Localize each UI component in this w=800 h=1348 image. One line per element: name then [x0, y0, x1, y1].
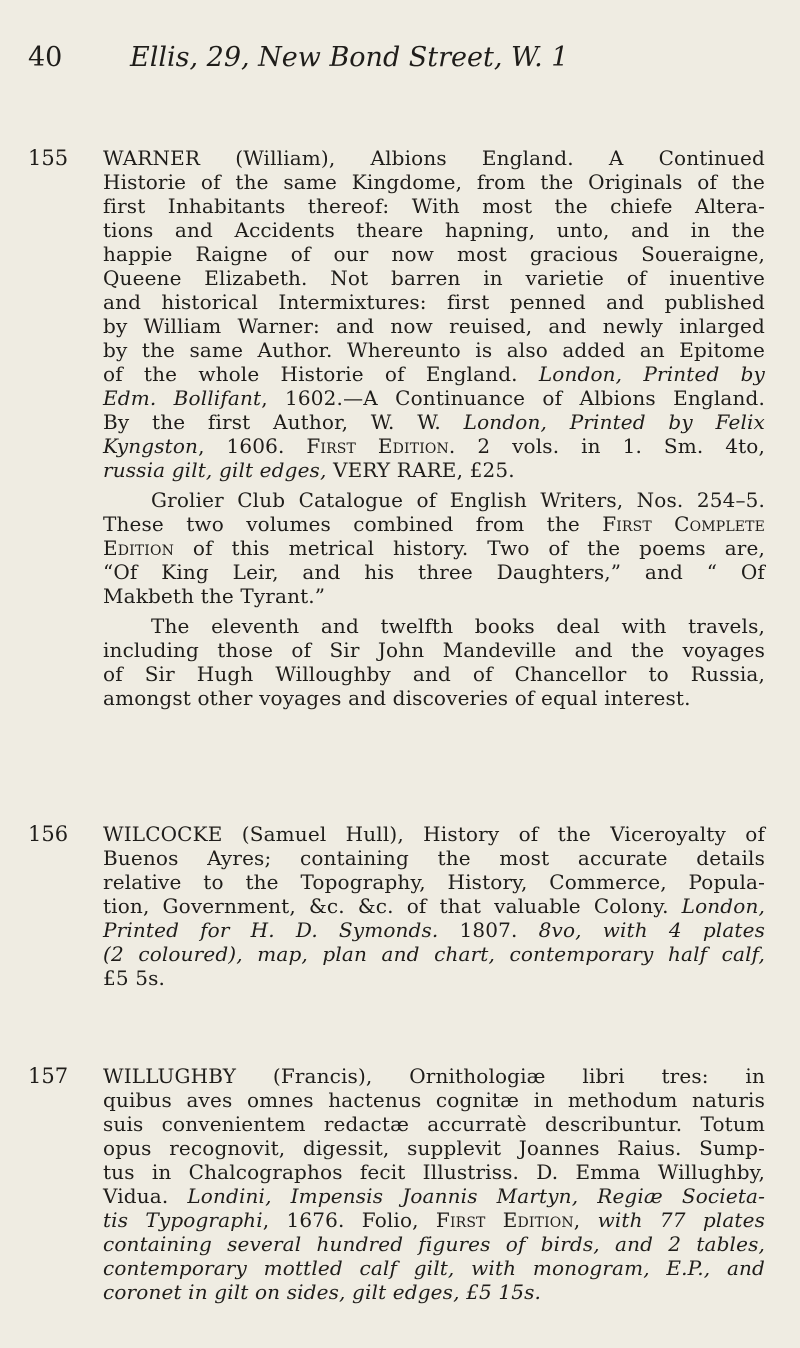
text-run: First Edition — [306, 434, 449, 458]
text-run: including those of Sir John Mandeville and the voyages — [103, 638, 765, 662]
text-run: , £25. — [456, 458, 515, 482]
text-line — [103, 638, 765, 662]
text-line — [103, 870, 765, 894]
text-run: contemporary mottled calf gilt, with monogram, E.P., and — [103, 1256, 765, 1280]
text-line — [103, 338, 765, 362]
entry-description — [103, 1064, 765, 1304]
text-run: Queene Elizabeth. Not barren in varietie of inuentive — [103, 266, 765, 290]
text-run: VERY RARE — [333, 458, 457, 482]
text-run: First Complete — [602, 512, 765, 536]
text-run: The eleventh and twelfth books deal with travels, — [151, 614, 765, 638]
text-run: , 1602.—A Continuance of Albions England. — [261, 386, 765, 410]
text-run: of Sir Hugh Willoughby and of Chancellor to Russia, — [103, 662, 765, 686]
running-head: Ellis, 29, New Bond Street, W. 1 — [130, 42, 569, 73]
text-run: amongst other voyages and discoveries of equal interest. — [103, 686, 691, 710]
text-line — [103, 434, 765, 458]
entry-description — [103, 822, 765, 990]
text-run: WILLUGHBY (Francis), Ornithologiæ libri tres: in — [103, 1064, 765, 1088]
text-line — [103, 386, 765, 410]
entry-description — [103, 146, 765, 710]
text-run: coronet in gilt on sides, gilt edges, £5 15s. — [103, 1280, 542, 1304]
text-line — [103, 1232, 765, 1256]
text-line — [103, 686, 765, 710]
text-line — [103, 1280, 765, 1304]
text-line — [103, 1088, 765, 1112]
text-run: (2 coloured), map, plan and chart, contemporary half calf, — [103, 942, 765, 966]
text-line — [103, 942, 765, 966]
text-line — [103, 662, 765, 686]
text-line — [103, 170, 765, 194]
text-run: and historical Intermixtures: first penned and published — [103, 290, 765, 314]
text-line — [103, 822, 765, 846]
text-run: of the whole Historie of England. — [103, 362, 539, 386]
text-run: of this metrical history. Two of the poems are, — [174, 536, 765, 560]
text-run: suis convenientem redactæ accurratè describuntur. Totum — [103, 1112, 765, 1136]
lot-number: 155 — [28, 146, 69, 170]
text-line — [103, 846, 765, 870]
text-run: tions and Accidents theare hapning, unto, and in the — [103, 218, 765, 242]
text-run: . 2 vols. in 1. Sm. 4to, — [448, 434, 765, 458]
text-run: London, Printed by — [538, 362, 765, 386]
text-line — [103, 146, 765, 170]
text-line — [103, 290, 765, 314]
text-run: London, Printed by Felix — [463, 410, 765, 434]
text-run: , — [573, 1208, 598, 1232]
text-run: 8vo, with 4 plates — [538, 918, 765, 942]
text-run: Printed for H. D. Symonds. — [103, 918, 439, 942]
text-run: tus in Chalcographos fecit Illustriss. D. Emma Willughby, — [103, 1160, 765, 1184]
text-run: Kyngston — [103, 434, 199, 458]
text-run: tion, Government, &c. &c. of that valuable Colony. — [103, 894, 682, 918]
text-line — [103, 458, 765, 482]
text-run: Edm. Bollifant — [103, 386, 262, 410]
text-line — [103, 918, 765, 942]
text-run: Buenos Ayres; containing the most accurate details — [103, 846, 765, 870]
lot-number: 156 — [28, 822, 69, 846]
text-line — [103, 218, 765, 242]
text-run: russia gilt, gilt edges, — [103, 458, 327, 482]
text-run: by William Warner: and now reuised, and newly inlarged — [103, 314, 765, 338]
text-line — [103, 1160, 765, 1184]
text-line — [103, 512, 765, 536]
text-line — [103, 584, 765, 608]
text-run: Historie of the same Kingdome, from the Originals of the — [103, 170, 765, 194]
text-line — [103, 1184, 765, 1208]
text-line — [103, 410, 765, 434]
text-run: , 1606. — [198, 434, 307, 458]
text-run: quibus aves omnes hactenus cognitæ in methodum naturis — [103, 1088, 765, 1112]
text-line — [103, 488, 765, 512]
text-run: WILCOCKE (Samuel Hull), History of the Viceroyalty of — [103, 822, 765, 846]
text-run: containing several hundred figures of birds, and 2 tables, — [103, 1232, 765, 1256]
text-line — [103, 560, 765, 584]
text-run: , 1676. Folio, — [262, 1208, 436, 1232]
text-run: tis Typographi — [103, 1208, 263, 1232]
text-run: relative to the Topography, History, Commerce, Popula- — [103, 870, 765, 894]
text-line — [103, 314, 765, 338]
text-run: London, — [681, 894, 765, 918]
text-run: Makbeth the Tyrant.” — [103, 584, 326, 608]
text-run: These two volumes combined from the — [103, 512, 603, 536]
text-line — [103, 1256, 765, 1280]
text-run: with 77 plates — [597, 1208, 765, 1232]
text-line — [103, 1136, 765, 1160]
page-header — [28, 42, 780, 82]
text-run: WARNER (William), Albions England. A Continued — [103, 146, 765, 170]
text-run: Edition — [103, 536, 175, 560]
text-run: opus recognovit, digessit, supplevit Joannes Raius. Sump- — [103, 1136, 765, 1160]
text-line — [103, 536, 765, 560]
text-line — [103, 894, 765, 918]
text-run: Vidua. — [103, 1184, 188, 1208]
text-line — [103, 194, 765, 218]
text-run: £5 5s. — [103, 966, 166, 990]
text-line — [103, 1112, 765, 1136]
text-run: First Edition — [435, 1208, 574, 1232]
text-run: by the same Author. Whereunto is also added an Epitome — [103, 338, 765, 362]
text-run: happie Raigne of our now most gracious Soueraigne, — [103, 242, 765, 266]
text-line — [103, 1064, 765, 1088]
text-run: By the first Author, W. W. — [103, 410, 464, 434]
text-line — [103, 242, 765, 266]
text-line — [103, 1208, 765, 1232]
text-run: 1807. — [438, 918, 539, 942]
text-line — [103, 966, 765, 990]
text-line — [103, 266, 765, 290]
text-line — [103, 362, 765, 386]
text-line — [103, 614, 765, 638]
text-run: first Inhabitants thereof: With most the chiefe Altera- — [103, 194, 765, 218]
text-run: “Of King Leir, and his three Daughters,” and “ Of — [103, 560, 765, 584]
text-run: Londini, Impensis Joannis Martyn, Regiæ Societa- — [187, 1184, 765, 1208]
page-number: 40 — [28, 42, 63, 73]
text-run: Grolier Club Catalogue of English Writers, Nos. 254–5. — [151, 488, 765, 512]
lot-number: 157 — [28, 1064, 69, 1088]
